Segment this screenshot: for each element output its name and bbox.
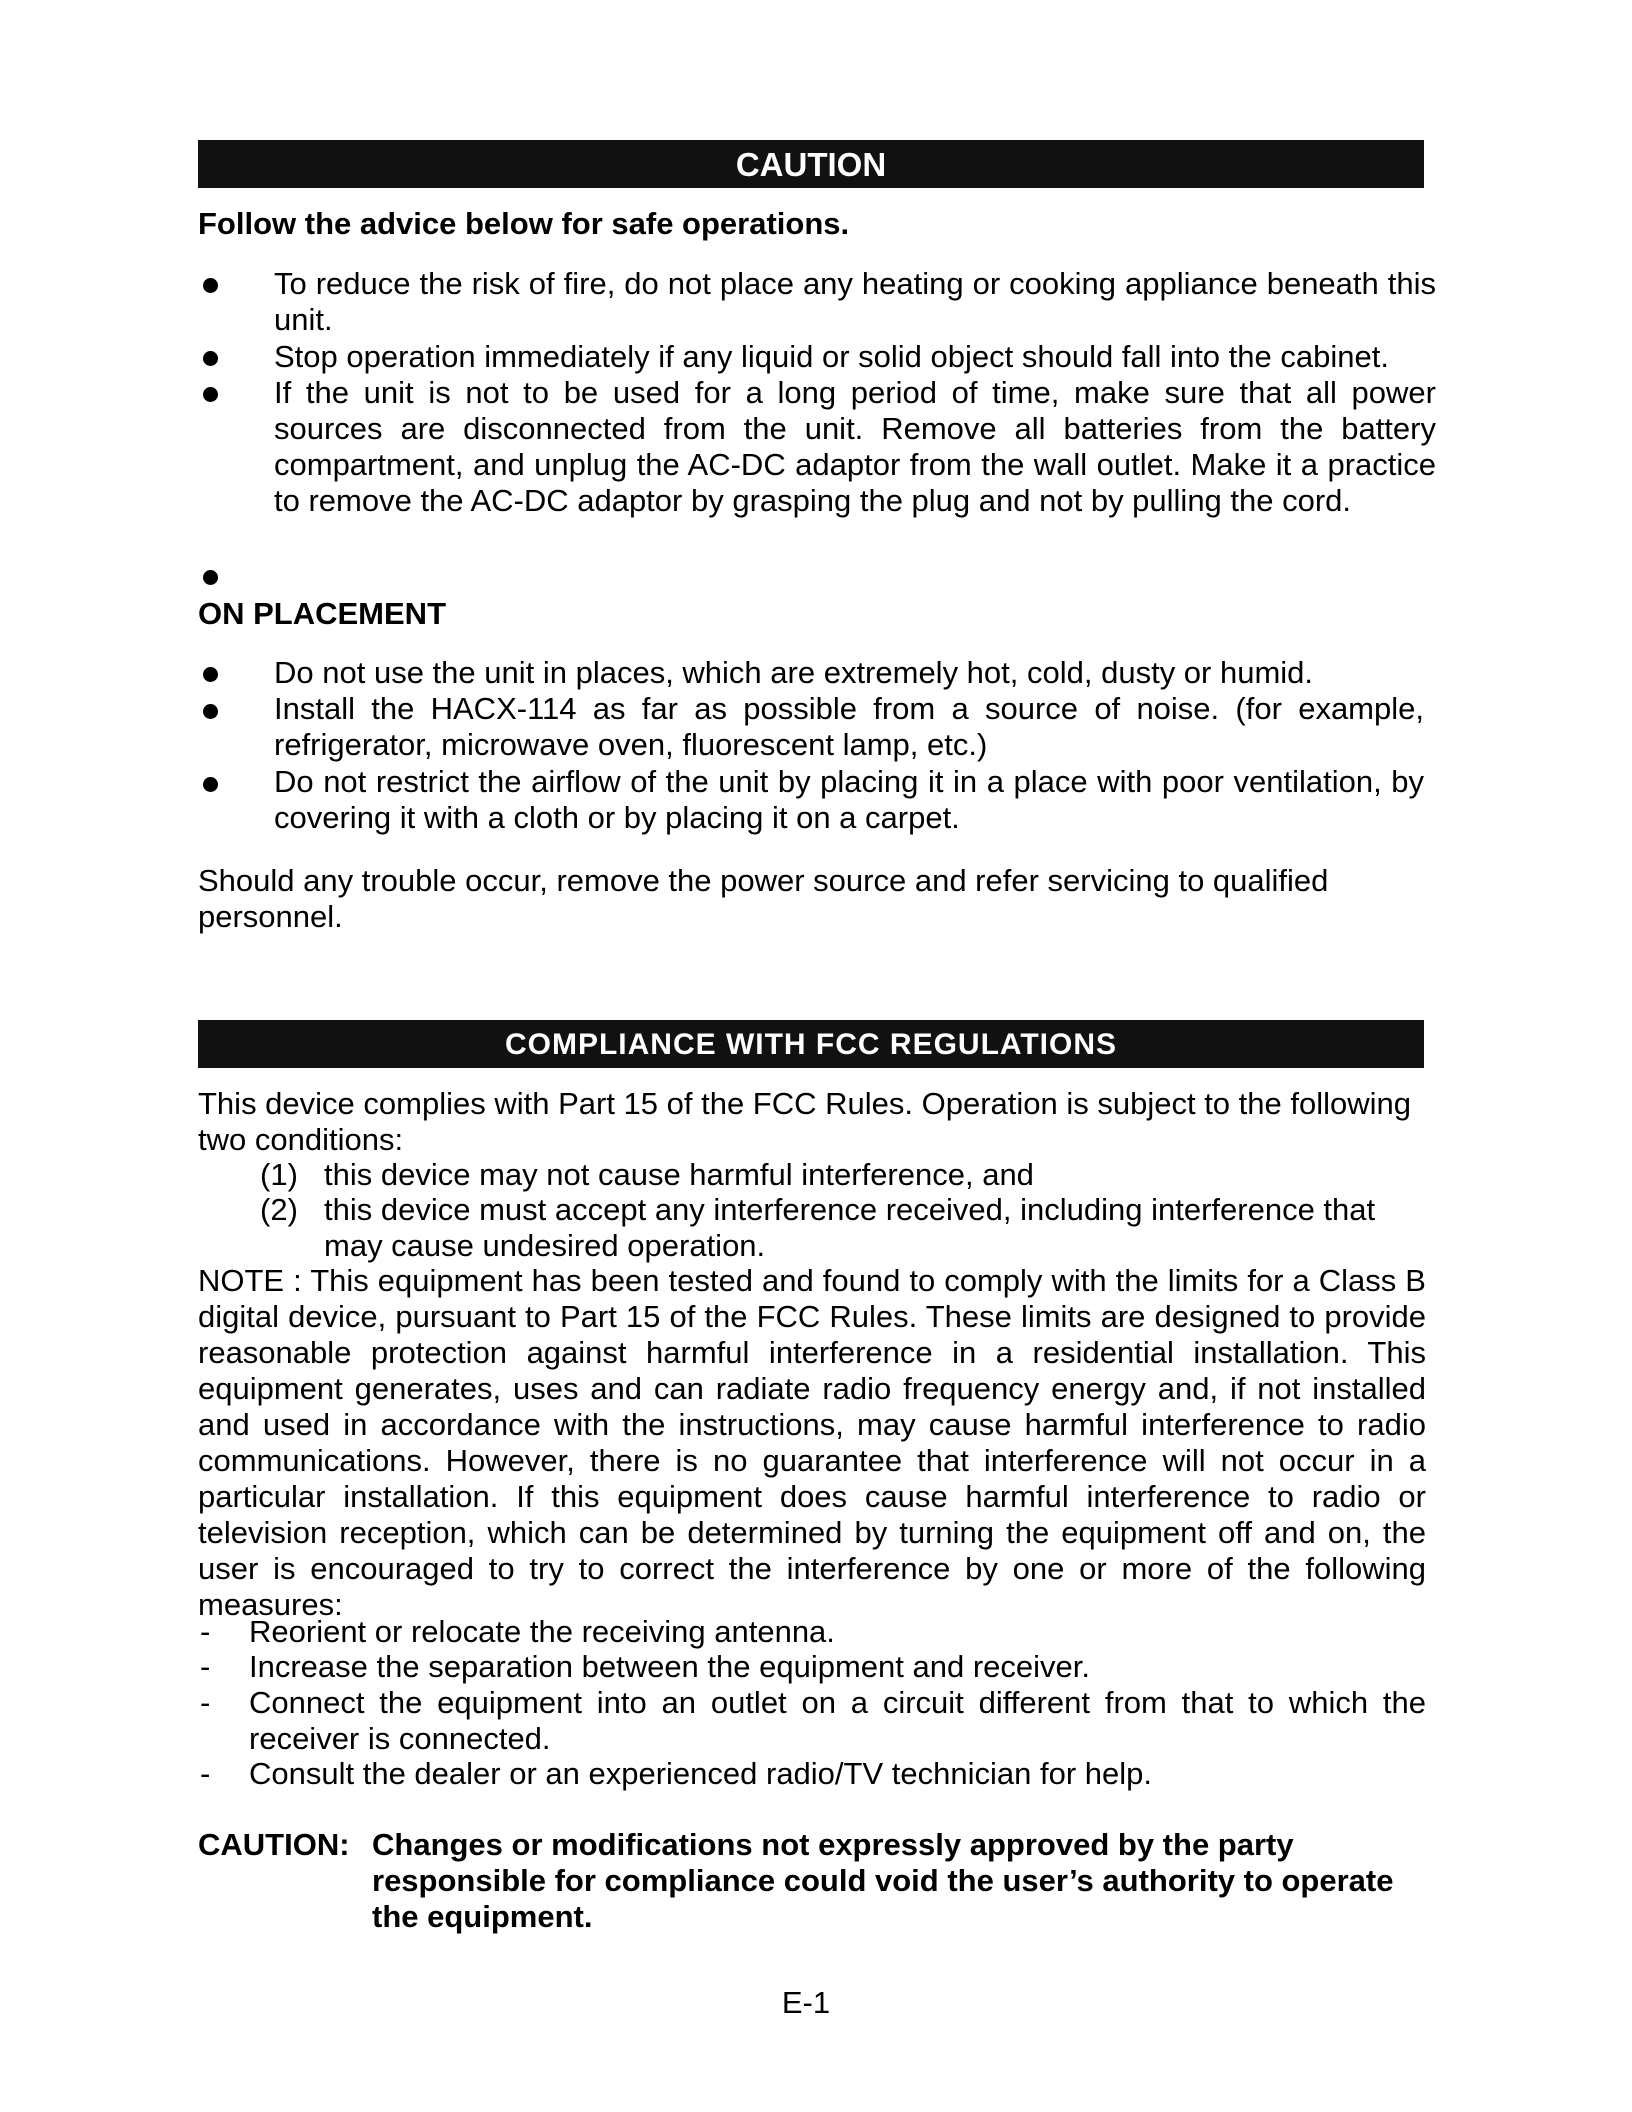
fcc-note: NOTE : This equipment has been tested and found to comply with the limits for a Class B digital device, pursuant to Part 15 of the FCC Rules. These limits are designed to provide reasonable protection against harmful interference in a residential installation. This equipment generates, uses and can radiate radio frequency energy and, if not installed and used in accordance with the instructions, may cause harmful interference to radio communications. However, there is no guarantee that interference will not occur in a particular installation. If this equipment does cause harmful interference to radio or television reception, which can be determined by turning the equipment off and on, the user is encouraged to try to correct the interference by one or more of the following measures: — [198, 1263, 1426, 1622]
bullet-dot — [203, 351, 218, 366]
bullet-dot — [203, 777, 218, 792]
fcc-caution-text: Changes or modifications not expressly approved by the party responsible for compliance could void the user’s authority to operate the equipment. — [372, 1827, 1394, 1934]
condition-text: this device may not cause harmful interference, and — [324, 1157, 1034, 1192]
placement-closing: Should any trouble occur, remove the power source and refer servicing to qualified personnel. — [198, 863, 1329, 934]
page-number: E-1 — [781, 1985, 831, 2020]
measure-item: Consult the dealer or an experienced radio/TV technician for help. — [249, 1756, 1152, 1791]
measure-item: Increase the separation between the equipment and receiver. — [249, 1649, 1090, 1684]
bullet-dot — [203, 278, 218, 293]
bullet-dot — [203, 570, 218, 585]
bullet-dot — [203, 387, 218, 402]
bullet-dot — [203, 667, 218, 682]
placement-bullet-3: Do not restrict the airflow of the unit by placing it in a place with poor ventilation, by covering it with a cloth or by placing it on a carpet. — [274, 764, 1424, 835]
condition-number: (2) — [260, 1192, 298, 1227]
list-dash: - — [200, 1649, 211, 1684]
fcc-heading: COMPLIANCE WITH FCC REGULATIONS — [198, 1020, 1424, 1068]
placement-bullet-1: Do not use the unit in places, which are extremely hot, cold, dusty or humid. — [274, 655, 1314, 690]
list-dash: - — [200, 1685, 211, 1720]
measure-item: Reorient or relocate the receiving antenna. — [249, 1614, 835, 1649]
caution-bullet-2: Stop operation immediately if any liquid or solid object should fall into the cabinet. — [274, 339, 1389, 374]
caution-heading: CAUTION — [198, 140, 1424, 188]
list-dash: - — [200, 1756, 211, 1791]
placement-bullet-2: Install the HACX-114 as far as possible from a source of noise. (for example, refrigerator, microwave oven, fluorescent lamp, etc.) — [274, 691, 1424, 762]
measure-item: Connect the equipment into an outlet on a circuit different from that to which the receiver is connected. — [249, 1685, 1426, 1756]
bullet-dot — [203, 704, 218, 719]
condition-text: this device must accept any interference received, including interference that may cause undesired operation. — [324, 1192, 1376, 1263]
caution-intro: Follow the advice below for safe operations. — [198, 206, 850, 241]
list-dash: - — [200, 1614, 211, 1649]
fcc-intro: This device complies with Part 15 of the FCC Rules. Operation is subject to the following two conditions: — [198, 1086, 1411, 1157]
condition-number: (1) — [260, 1157, 298, 1192]
caution-bullet-1: To reduce the risk of fire, do not place any heating or cooking appliance beneath this unit. — [274, 266, 1436, 337]
caution-bullet-3: If the unit is not to be used for a long period of time, make sure that all power sources are disconnected from the unit. Remove all batteries from the battery compartment, and unplug the AC-DC adaptor from the wall outlet. Make it a practice to remove the AC-DC adaptor by grasping the plug and not by pulling the cord. — [274, 375, 1436, 518]
placement-heading: ON PLACEMENT — [198, 596, 446, 631]
fcc-caution-label: CAUTION: — [198, 1827, 350, 1862]
